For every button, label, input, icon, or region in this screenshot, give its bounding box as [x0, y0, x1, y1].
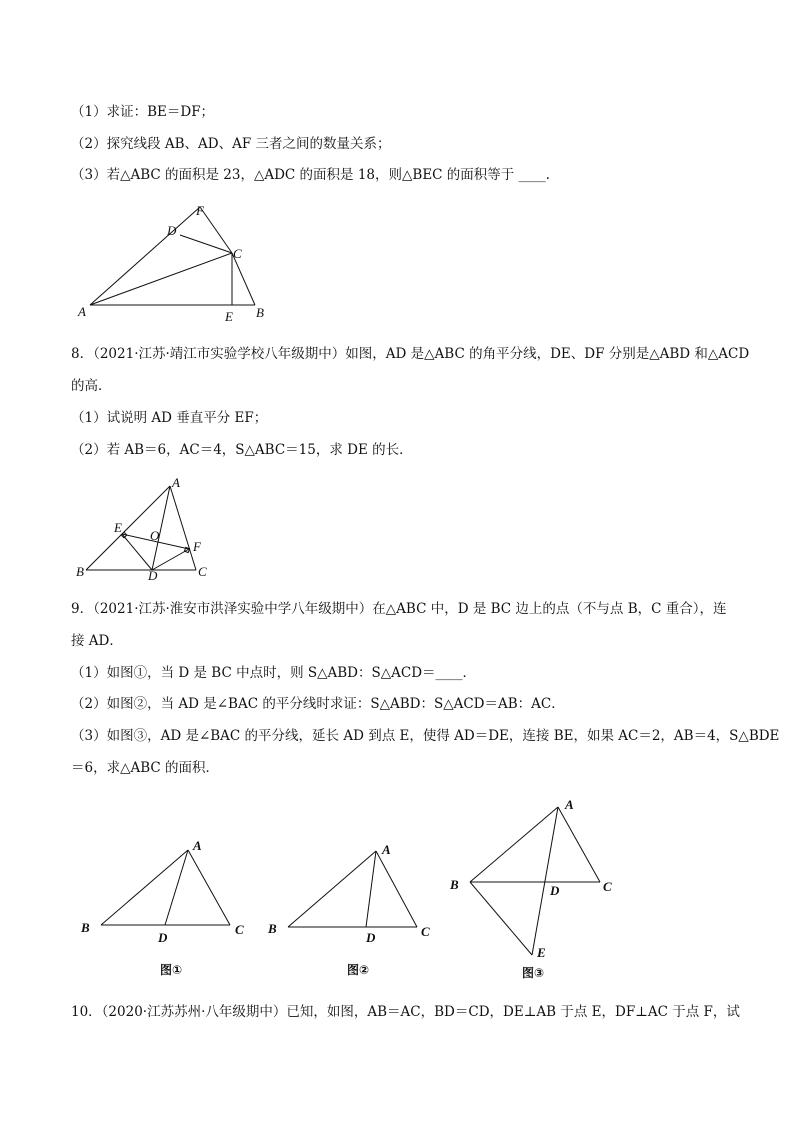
line-BA — [101, 850, 188, 925]
line-AE — [532, 807, 558, 955]
label-B: B — [81, 920, 90, 935]
line-AC — [376, 851, 417, 927]
label-F: F — [196, 203, 204, 218]
line-AC — [90, 253, 232, 305]
line-AD — [366, 851, 376, 927]
label-D: D — [550, 883, 560, 898]
q8-part-2: （2）若 AB＝6，AC＝4，S△ABC＝15，求 DE 的长． — [71, 442, 413, 458]
q7-figure — [70, 195, 290, 330]
q7-part-1: （1）求证：BE＝DF； — [71, 104, 215, 120]
q10-statement-line-1: 10．（2020·江苏苏州·八年级期中）已知，如图，AB＝AC，BD＝CD，DE⊥AB 于点 E，DF⊥AC 于点 F，试 — [71, 1004, 740, 1020]
line-FC — [200, 207, 232, 253]
label-A: A — [382, 842, 391, 857]
q7-part-2: （2）探究线段 AB、AD、AF 三者之间的数量关系； — [71, 136, 391, 152]
figure-2-caption: 图② — [347, 963, 370, 977]
label-A: A — [565, 797, 574, 812]
q9-statement-line-2: 接 AD． — [71, 633, 123, 649]
label-A: A — [193, 838, 202, 853]
label-O: O — [150, 528, 160, 543]
line-AD — [165, 850, 188, 925]
q9-statement-line-1: 9．（2021·江苏·淮安市洪泽实验中学八年级期中）在△ABC 中，D 是 BC 边上的点（不与点 B，C 重合），连 — [71, 601, 727, 617]
line-AF — [90, 207, 200, 305]
q9-part-1: （1）如图①，当 D 是 BC 中点时，则 S△ABD：S△ACD＝____． — [71, 665, 477, 681]
label-C: C — [235, 922, 244, 937]
label-E: E — [114, 520, 122, 535]
label-C: C — [603, 879, 612, 894]
line-AC — [188, 850, 230, 925]
label-D: D — [366, 930, 376, 945]
label-D: D — [148, 568, 158, 583]
label-A: A — [78, 304, 86, 319]
q7-part-3: （3）若△ABC 的面积是 23，△ADC 的面积是 18，则△BEC 的面积等于 ____. — [71, 167, 550, 183]
label-C: C — [198, 564, 207, 579]
label-D: D — [158, 930, 168, 945]
q9-figure-3 — [440, 795, 630, 965]
label-B: B — [256, 305, 264, 320]
line-AC — [558, 807, 600, 882]
label-C: C — [233, 246, 242, 261]
line-BA — [470, 807, 558, 882]
figure-3-caption: 图③ — [522, 966, 545, 980]
q9-part-3-line-2: ＝6，求△ABC 的面积． — [71, 760, 220, 776]
q8-statement-line-1: 8．（2021·江苏·靖江市实验学校八年级期中）如图，AD 是△ABC 的角平分线，DE、DF 分别是△ABD 和△ACD — [71, 346, 750, 362]
line-BA — [288, 851, 376, 927]
label-F: F — [193, 539, 201, 554]
q8-figure — [72, 475, 222, 585]
label-E: E — [537, 945, 546, 960]
q9-part-2: （2）如图②，当 AD 是∠BAC 的平分线时求证：S△ABD：S△ACD＝AB：AC． — [71, 696, 565, 712]
label-B: B — [76, 564, 84, 579]
line-DC — [180, 235, 232, 253]
label-E: E — [225, 309, 233, 324]
label-B: B — [450, 877, 459, 892]
line-FD — [152, 549, 189, 570]
figure-1-caption: 图① — [160, 963, 183, 977]
label-D: D — [167, 223, 177, 238]
label-B: B — [268, 921, 277, 936]
q9-figure-1 — [75, 835, 255, 950]
q8-part-1: （1）试说明 AD 垂直平分 EF； — [71, 410, 268, 426]
q9-part-3-line-1: （3）如图③，AD 是∠BAC 的平分线，延长 AD 到点 E，使得 AD＝DE，连接 BE，如果 AC＝2，AB＝4，S△BDE — [71, 728, 780, 744]
q8-statement-line-2: 的高． — [71, 378, 112, 394]
label-A: A — [172, 475, 180, 490]
q9-figure-2 — [262, 835, 442, 950]
label-C: C — [421, 924, 430, 939]
line-BE — [470, 882, 532, 955]
